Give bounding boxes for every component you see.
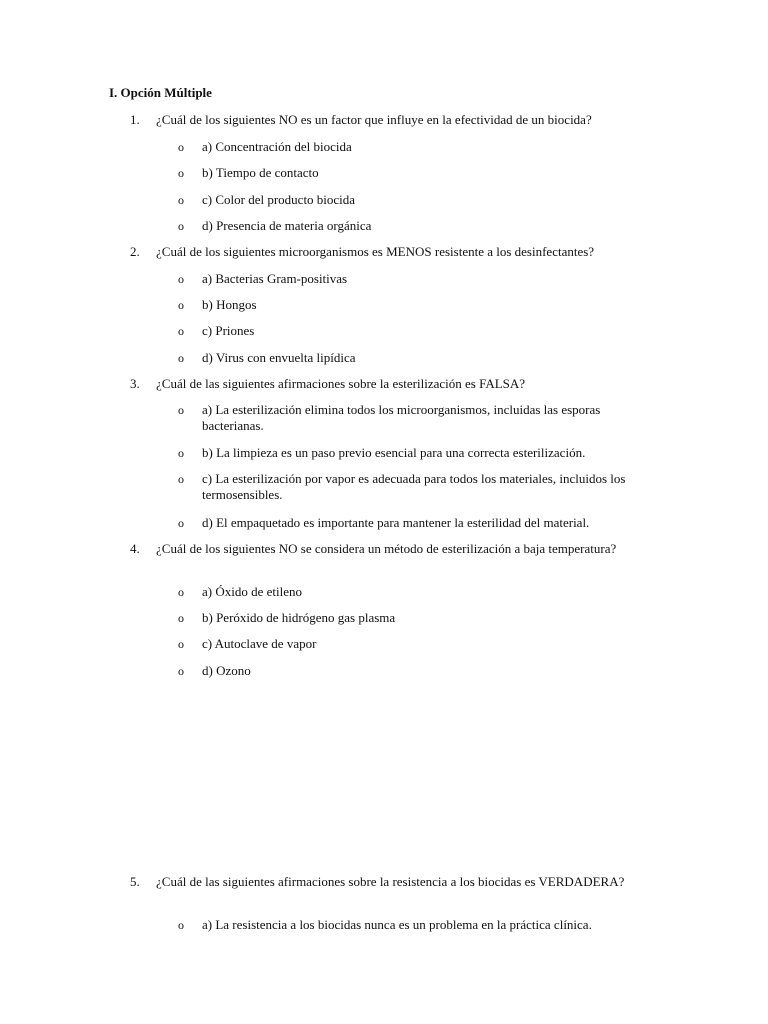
option-item [178,402,648,434]
question-number: 2. [130,244,140,259]
option-text: d) Ozono [202,663,251,678]
option-item [178,610,648,626]
section-title: I. Opción Múltiple [109,85,212,100]
option-item [178,515,648,531]
bullet-icon: o [178,472,184,486]
option-item [178,218,648,234]
option-item [178,165,648,181]
option-text: a) Concentración del biocida [202,139,352,154]
question-1 [130,112,650,128]
option-text: d) Virus con envuelta lipídica [202,350,356,365]
option-text: b) Tiempo de contacto [202,165,319,180]
option-item [178,297,648,313]
question-number: 1. [130,112,140,127]
question-4 [130,541,650,557]
bullet-icon: o [178,351,184,365]
question-number: 5. [130,874,140,889]
option-item [178,323,648,339]
question-2 [130,244,650,260]
option-item [178,139,648,155]
option-text: a) La esterilización elimina todos los microorganismos, incluidas las esporas bacterianas. [202,402,601,433]
option-text: d) El empaquetado es importante para mantener la esterilidad del material. [202,515,590,530]
option-text: b) Hongos [202,297,257,312]
option-item [178,584,648,600]
question-text: ¿Cuál de las siguientes afirmaciones sobre la resistencia a los biocidas es VERDADERA? [156,874,625,889]
option-item [178,471,648,503]
option-text: c) La esterilización por vapor es adecuada para todos los materiales, incluidos los termosensibles. [202,471,626,502]
option-text: c) Priones [202,323,255,338]
option-item [178,663,648,679]
bullet-icon: o [178,918,184,932]
option-item [178,192,648,208]
bullet-icon: o [178,516,184,530]
option-text: b) La limpieza es un paso previo esencial para una correcta esterilización. [202,445,586,460]
bullet-icon: o [178,166,184,180]
question-text: ¿Cuál de los siguientes NO se considera un método de esterilización a baja temperatura? [156,541,617,556]
bullet-icon: o [178,298,184,312]
option-item [178,445,648,461]
bullet-icon: o [178,446,184,460]
option-text: a) La resistencia a los biocidas nunca es un problema en la práctica clínica. [202,917,592,932]
question-number: 3. [130,376,140,391]
bullet-icon: o [178,664,184,678]
question-5 [130,874,650,890]
option-text: c) Color del producto biocida [202,192,356,207]
question-text: ¿Cuál de los siguientes NO es un factor que influye en la efectividad de un biocida? [156,112,592,127]
question-3 [130,376,650,392]
bullet-icon: o [178,585,184,599]
question-text: ¿Cuál de los siguientes microorganismos es MENOS resistente a los desinfectantes? [156,244,595,259]
option-item [178,350,648,366]
bullet-icon: o [178,219,184,233]
option-text: c) Autoclave de vapor [202,636,317,651]
bullet-icon: o [178,611,184,625]
bullet-icon: o [178,272,184,286]
question-number: 4. [130,541,140,556]
option-text: b) Peróxido de hidrógeno gas plasma [202,610,396,625]
bullet-icon: o [178,193,184,207]
bullet-icon: o [178,637,184,651]
bullet-icon: o [178,403,184,417]
option-text: d) Presencia de materia orgánica [202,218,372,233]
option-item [178,271,648,287]
question-text: ¿Cuál de las siguientes afirmaciones sobre la esterilización es FALSA? [156,376,526,391]
bullet-icon: o [178,324,184,338]
option-text: a) Bacterias Gram-positivas [202,271,348,286]
option-text: a) Óxido de etileno [202,584,302,599]
option-item [178,636,648,652]
option-item [178,917,648,933]
bullet-icon: o [178,140,184,154]
